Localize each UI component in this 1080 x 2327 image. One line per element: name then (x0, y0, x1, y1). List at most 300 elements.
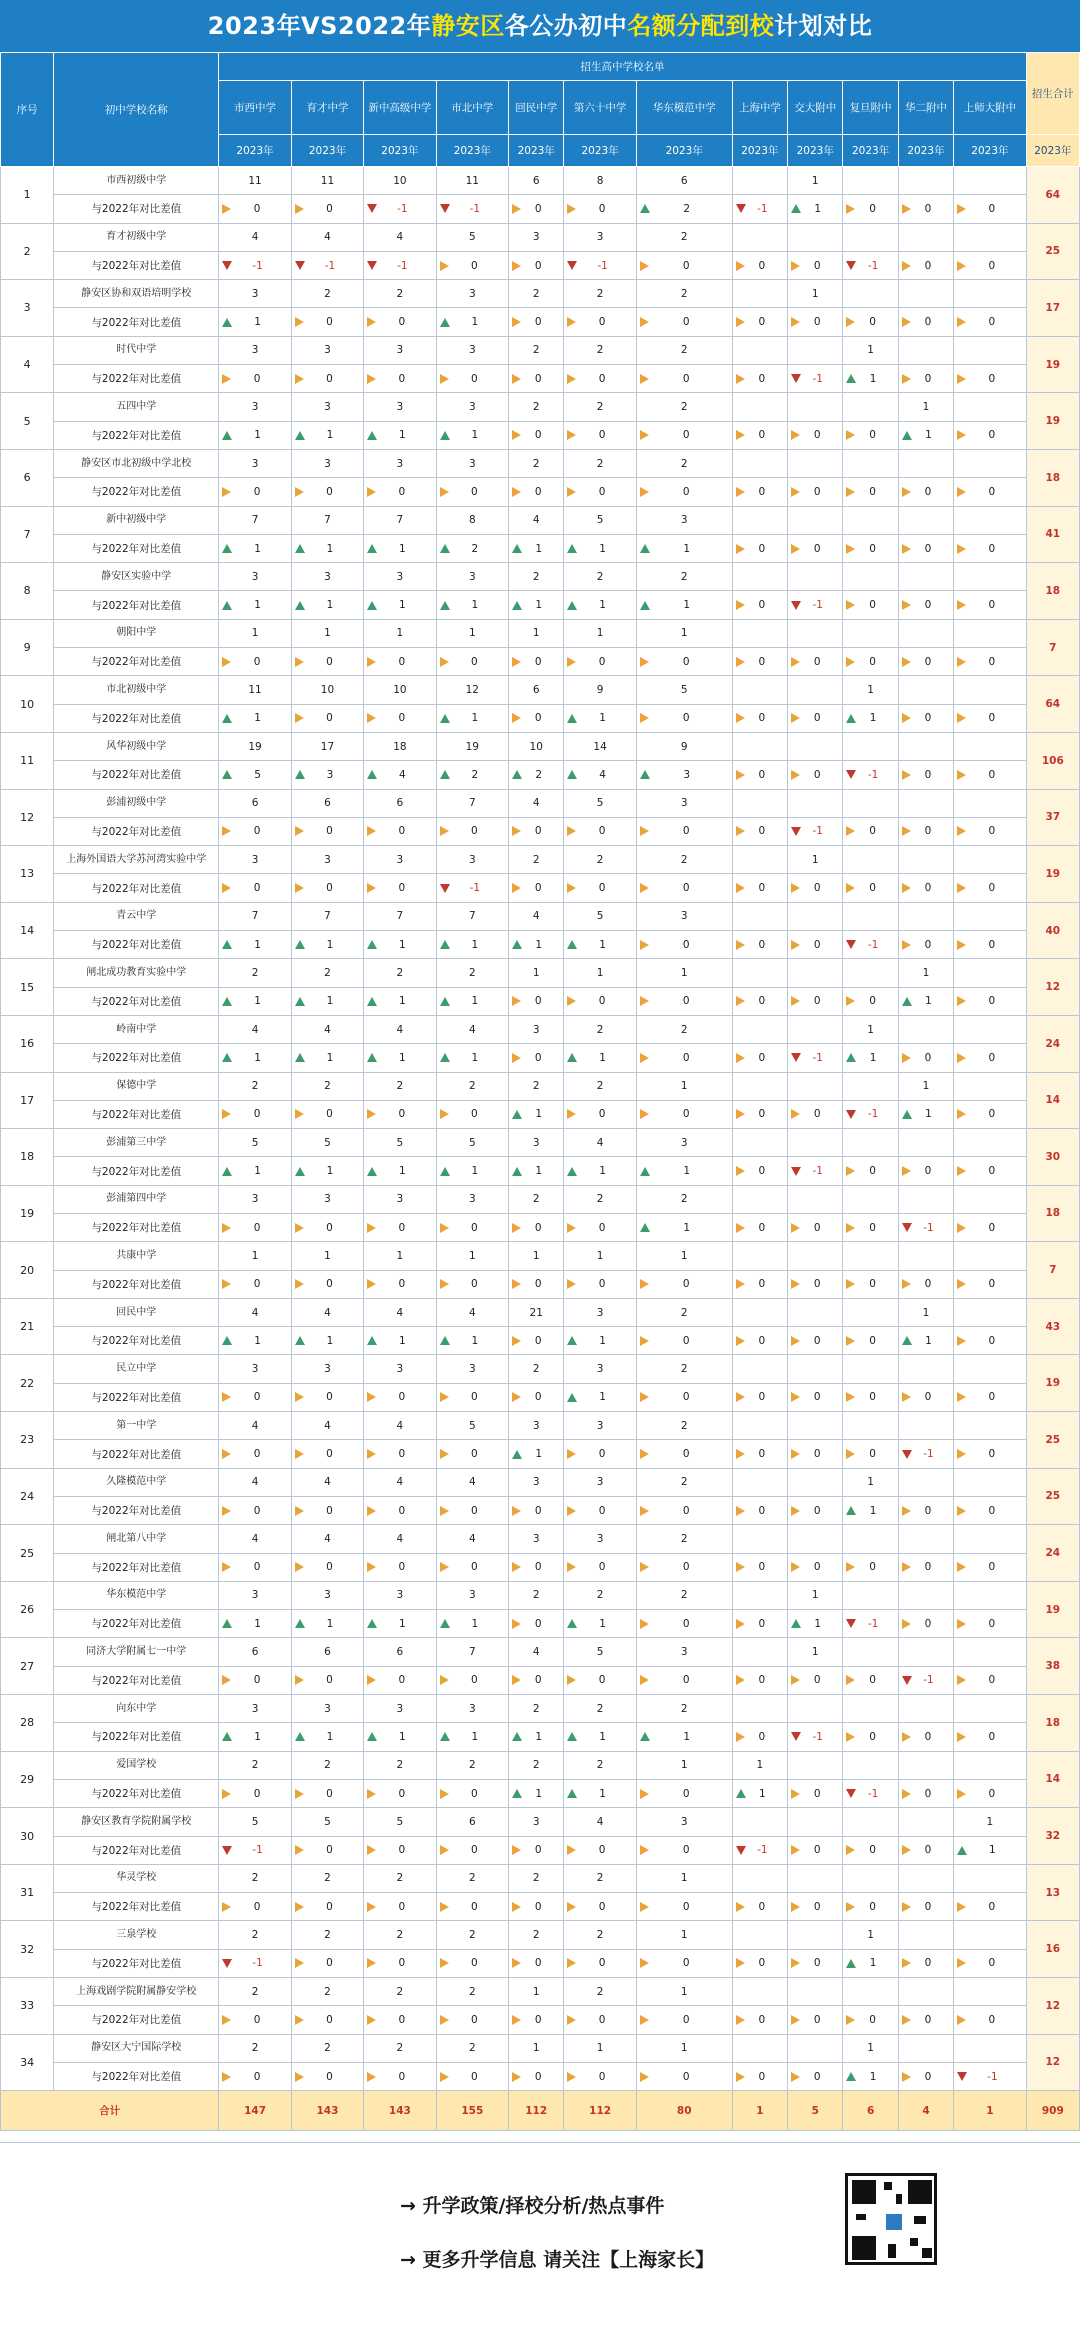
table-row-diff (1, 1610, 1080, 1638)
arrow-right-icon (736, 1279, 745, 1289)
arrow-right-icon (512, 1506, 521, 1516)
arrow-right-icon (957, 374, 966, 384)
diff-cell (436, 1610, 508, 1638)
diff-value: 0 (398, 1561, 406, 1574)
diff-value: 0 (598, 1278, 606, 1291)
diff-value: 0 (598, 1844, 606, 1857)
table-row-diff (1, 2006, 1080, 2034)
arrow-right-icon (957, 204, 966, 214)
diff-value: 0 (682, 938, 690, 951)
quota-cell (788, 1468, 843, 1496)
quota-cell (954, 619, 1026, 647)
row-seq: 26 (1, 1581, 54, 1638)
diff-cell (843, 1044, 898, 1072)
diff-cell (364, 874, 436, 902)
diff-value: 1 (599, 1391, 606, 1404)
arrow-up-icon (222, 1053, 232, 1062)
diff-value: 0 (534, 1391, 542, 1404)
quota-cell (843, 1072, 898, 1100)
diff-cell (788, 874, 843, 902)
quota-cell: 5 (219, 1129, 291, 1157)
arrow-right-icon (902, 826, 911, 836)
quota-cell: 4 (509, 1638, 564, 1666)
arrow-right-icon (846, 1562, 855, 1572)
diff-cell (788, 251, 843, 279)
quota-cell: 1 (509, 959, 564, 987)
row-diff-label: 与2022年对比差值 (54, 478, 219, 506)
arrow-right-icon (567, 1958, 576, 1968)
diff-value: 0 (758, 1165, 766, 1178)
diff-cell (954, 1723, 1026, 1751)
quota-cell: 2 (291, 280, 363, 308)
table-row-diff (1, 478, 1080, 506)
diff-cell (436, 1270, 508, 1298)
quota-cell: 2 (636, 393, 732, 421)
quota-cell (732, 393, 787, 421)
arrow-right-icon (295, 1789, 304, 1799)
diff-cell (732, 931, 787, 959)
arrow-up-icon (640, 1167, 650, 1176)
row-diff-label: 与2022年对比差值 (54, 1157, 219, 1185)
arrow-up-icon (846, 374, 856, 383)
diff-cell (364, 761, 436, 789)
arrow-right-icon (791, 1223, 800, 1233)
arrow-right-icon (567, 1223, 576, 1233)
quota-cell (954, 1412, 1026, 1440)
quota-cell: 2 (509, 563, 564, 591)
diff-cell (732, 2006, 787, 2034)
table-row-quota (1, 1298, 1080, 1326)
diff-value: 0 (682, 1051, 690, 1064)
quota-cell (898, 676, 953, 704)
diff-value: 0 (253, 1504, 261, 1517)
quota-cell: 1 (636, 1864, 732, 1892)
arrow-up-icon (367, 431, 377, 440)
diff-value: 0 (470, 1448, 478, 1460)
arrow-right-icon (222, 657, 231, 667)
quota-cell (788, 1242, 843, 1270)
quota-cell (732, 1808, 787, 1836)
diff-cell (636, 1836, 732, 1864)
arrow-up-icon (440, 714, 450, 723)
diff-value: 1 (925, 1108, 932, 1121)
diff-value: 0 (924, 938, 932, 951)
diff-value: 0 (398, 1787, 406, 1800)
diff-cell (843, 421, 898, 449)
diff-cell (636, 1779, 732, 1807)
arrow-right-icon (512, 713, 521, 723)
arrow-right-icon (295, 1562, 304, 1572)
quota-cell (732, 619, 787, 647)
diff-value: 0 (398, 1391, 406, 1404)
diff-cell (732, 1496, 787, 1524)
quota-cell: 2 (219, 1921, 291, 1949)
arrow-down-icon (846, 1619, 856, 1628)
diff-value: 0 (682, 1900, 690, 1913)
diff-value: 0 (869, 1334, 876, 1347)
diff-value: 0 (988, 599, 996, 612)
quota-cell: 1 (219, 619, 291, 647)
row-school-name: 朝阳中学 (54, 619, 219, 647)
diff-cell (843, 195, 898, 223)
quota-cell: 4 (364, 223, 436, 251)
row-seq: 31 (1, 1864, 54, 1921)
arrow-right-icon (367, 1902, 376, 1912)
quota-cell (843, 1978, 898, 2006)
arrow-right-icon (222, 374, 231, 384)
arrow-up-icon (440, 318, 450, 327)
arrow-right-icon (640, 1109, 649, 1119)
diff-value: 0 (869, 316, 876, 329)
arrow-up-icon (295, 431, 305, 440)
arrow-down-icon (846, 940, 856, 949)
quota-cell: 2 (219, 1751, 291, 1779)
quota-cell: 2 (364, 1978, 436, 2006)
quota-cell: 5 (291, 1129, 363, 1157)
diff-cell (788, 591, 843, 619)
diff-value: 0 (598, 995, 606, 1008)
diff-cell (898, 534, 953, 562)
diff-value: 1 (399, 1334, 406, 1347)
arrow-down-icon (902, 1223, 912, 1232)
quota-cell (843, 506, 898, 534)
quota-cell: 6 (219, 789, 291, 817)
row-diff-label: 与2022年对比差值 (54, 1383, 219, 1411)
diff-value: -1 (923, 1221, 934, 1234)
quota-cell (843, 1355, 898, 1383)
quota-cell (843, 732, 898, 760)
quota-cell: 2 (364, 2034, 436, 2062)
diff-value: 0 (534, 316, 542, 329)
row-school-name: 市西初级中学 (54, 167, 219, 195)
diff-value: 0 (758, 938, 766, 951)
quota-cell (732, 167, 787, 195)
diff-value: 0 (253, 1221, 261, 1234)
arrow-down-icon (736, 1846, 746, 1855)
quota-cell: 3 (509, 1525, 564, 1553)
row-school-name: 华灵学校 (54, 1864, 219, 1892)
diff-cell (564, 1723, 636, 1751)
diff-cell (732, 987, 787, 1015)
diff-value: 0 (598, 2070, 606, 2083)
quota-cell: 3 (436, 1695, 508, 1723)
quota-cell: 2 (509, 449, 564, 477)
arrow-right-icon (567, 1902, 576, 1912)
quota-cell: 1 (843, 676, 898, 704)
arrow-right-icon (640, 940, 649, 950)
diff-value: 0 (682, 1617, 690, 1630)
arrow-right-icon (902, 1279, 911, 1289)
diff-cell (954, 874, 1026, 902)
arrow-up-icon (567, 1393, 577, 1402)
arrow-right-icon (957, 487, 966, 497)
row-total: 24 (1026, 1525, 1079, 1582)
arrow-right-icon (222, 1506, 231, 1516)
diff-cell (636, 478, 732, 506)
quota-cell: 2 (509, 1581, 564, 1609)
quota-cell (788, 1921, 843, 1949)
diff-value: 0 (988, 1448, 996, 1460)
diff-value: 0 (470, 1900, 478, 1913)
arrow-right-icon (640, 1449, 649, 1459)
table-row-quota (1, 1751, 1080, 1779)
quota-cell: 1 (509, 1978, 564, 2006)
diff-value: 2 (471, 542, 479, 555)
sum-cell: 112 (509, 2091, 564, 2131)
diff-value: 0 (253, 202, 261, 215)
quota-cell: 2 (291, 1921, 363, 1949)
diff-value: 0 (534, 995, 542, 1008)
arrow-right-icon (640, 996, 649, 1006)
arrow-right-icon (222, 204, 231, 214)
diff-cell (898, 1440, 953, 1468)
diff-value: 0 (813, 485, 821, 498)
arrow-down-icon (791, 1732, 801, 1741)
header-year: 2023年 (219, 135, 291, 167)
arrow-right-icon (295, 1902, 304, 1912)
diff-value: 0 (470, 485, 478, 498)
diff-cell (898, 478, 953, 506)
diff-cell (436, 365, 508, 393)
quota-cell: 2 (636, 846, 732, 874)
arrow-up-icon (440, 1167, 450, 1176)
diff-value: 0 (758, 882, 766, 895)
arrow-down-icon (791, 1053, 801, 1062)
quota-cell: 4 (364, 1468, 436, 1496)
arrow-up-icon (567, 714, 577, 723)
table-row-diff (1, 591, 1080, 619)
quota-cell: 1 (636, 1751, 732, 1779)
row-diff-label: 与2022年对比差值 (54, 591, 219, 619)
quota-cell (954, 1298, 1026, 1326)
diff-cell (898, 1893, 953, 1921)
arrow-up-icon (512, 601, 522, 610)
quota-cell (898, 1129, 953, 1157)
diff-cell (436, 534, 508, 562)
diff-cell (509, 1836, 564, 1864)
diff-value: 0 (326, 1448, 333, 1460)
row-total: 18 (1026, 1695, 1079, 1752)
arrow-right-icon (367, 1562, 376, 1572)
table-row-quota (1, 1638, 1080, 1666)
diff-value: 1 (599, 1787, 606, 1800)
arrow-right-icon (512, 2015, 521, 2025)
quota-cell: 3 (291, 846, 363, 874)
diff-value: 0 (988, 316, 996, 329)
diff-value: 0 (534, 1051, 542, 1064)
diff-cell (898, 1949, 953, 1977)
table-row-quota (1, 1978, 1080, 2006)
diff-value: 0 (924, 1391, 932, 1404)
quota-cell: 3 (364, 1185, 436, 1213)
quota-cell: 4 (436, 1015, 508, 1043)
diff-cell (788, 761, 843, 789)
quota-cell (732, 732, 787, 760)
diff-value: 0 (758, 429, 766, 442)
arrow-right-icon (512, 430, 521, 440)
quota-cell (732, 1581, 787, 1609)
arrow-up-icon (512, 770, 522, 779)
quota-cell: 6 (364, 1638, 436, 1666)
diff-cell (219, 987, 291, 1015)
diff-value: 1 (599, 1165, 606, 1178)
diff-cell (436, 1723, 508, 1751)
header-year: 2023年 (291, 135, 363, 167)
diff-value: 0 (988, 1900, 996, 1913)
quota-cell (732, 563, 787, 591)
quota-cell (788, 449, 843, 477)
arrow-up-icon (567, 1053, 577, 1062)
row-total: 19 (1026, 1581, 1079, 1638)
diff-value: 1 (399, 542, 406, 555)
page-title (0, 0, 1080, 52)
arrow-right-icon (567, 826, 576, 836)
diff-value: 0 (598, 1448, 606, 1460)
table-row-quota (1, 676, 1080, 704)
arrow-right-icon (640, 2015, 649, 2025)
quota-cell: 6 (509, 676, 564, 704)
diff-value: 1 (683, 599, 691, 612)
diff-cell (898, 1327, 953, 1355)
quota-cell: 1 (564, 1242, 636, 1270)
diff-value: 1 (869, 1957, 877, 1970)
arrow-right-icon (222, 2072, 231, 2082)
diff-cell (291, 1610, 363, 1638)
diff-value: 0 (758, 1221, 766, 1234)
diff-value: 1 (535, 1787, 543, 1800)
diff-value: 0 (988, 655, 996, 668)
arrow-right-icon (957, 1506, 966, 1516)
quota-cell: 2 (436, 1072, 508, 1100)
diff-cell (843, 2062, 898, 2090)
diff-cell (436, 1553, 508, 1581)
quota-cell: 3 (364, 563, 436, 591)
quota-cell: 18 (364, 732, 436, 760)
arrow-down-icon (295, 261, 305, 270)
quota-cell: 3 (564, 223, 636, 251)
diff-value: 1 (326, 1165, 334, 1178)
quota-cell: 11 (219, 676, 291, 704)
diff-value: 1 (869, 372, 877, 385)
quota-cell: 3 (564, 1412, 636, 1440)
diff-cell (364, 1270, 436, 1298)
diff-cell (436, 308, 508, 336)
arrow-right-icon (846, 1675, 855, 1685)
quota-cell (954, 732, 1026, 760)
quota-cell: 3 (436, 449, 508, 477)
quota-cell (954, 1468, 1026, 1496)
arrow-right-icon (791, 657, 800, 667)
quota-cell: 2 (509, 1695, 564, 1723)
diff-cell (364, 1213, 436, 1241)
diff-cell (898, 874, 953, 902)
diff-cell (436, 817, 508, 845)
diff-cell (843, 1610, 898, 1638)
diff-cell (732, 251, 787, 279)
arrow-right-icon (640, 261, 649, 271)
arrow-right-icon (846, 317, 855, 327)
arrow-up-icon (512, 1450, 522, 1459)
quota-cell: 5 (436, 1412, 508, 1440)
diff-cell (732, 1213, 787, 1241)
diff-value: 0 (470, 259, 478, 272)
arrow-right-icon (295, 1675, 304, 1685)
diff-value: 0 (598, 1900, 606, 1913)
arrow-right-icon (902, 1619, 911, 1629)
row-school-name: 闸北第八中学 (54, 1525, 219, 1553)
quota-cell: 4 (364, 1412, 436, 1440)
quota-cell (843, 846, 898, 874)
sum-cell: 1 (954, 2091, 1026, 2131)
row-diff-label: 与2022年对比差值 (54, 704, 219, 732)
quota-cell: 2 (509, 393, 564, 421)
diff-value: 0 (813, 1787, 821, 1800)
arrow-up-icon (512, 544, 522, 553)
arrow-right-icon (440, 1109, 449, 1119)
quota-cell: 3 (219, 336, 291, 364)
arrow-right-icon (736, 2072, 745, 2082)
diff-value: 0 (988, 1617, 996, 1630)
arrow-up-icon (222, 940, 232, 949)
quota-cell (898, 1015, 953, 1043)
table-row-diff (1, 1157, 1080, 1185)
quota-cell (732, 1864, 787, 1892)
arrow-down-icon (846, 1789, 856, 1798)
diff-cell (636, 817, 732, 845)
arrow-right-icon (295, 1392, 304, 1402)
diff-cell (636, 648, 732, 676)
quota-cell: 3 (219, 393, 291, 421)
arrow-right-icon (846, 1392, 855, 1402)
diff-value: 1 (814, 202, 822, 215)
diff-value: 0 (253, 2070, 261, 2083)
arrow-up-icon (295, 1732, 305, 1741)
quota-cell: 4 (291, 1298, 363, 1326)
quota-cell: 10 (364, 676, 436, 704)
quota-cell (843, 1864, 898, 1892)
diff-value: 0 (534, 1504, 542, 1517)
quota-cell: 3 (636, 1808, 732, 1836)
title-part: 2023年VS2022年 (207, 12, 432, 40)
table-row-quota (1, 1015, 1080, 1043)
quota-cell: 1 (509, 619, 564, 647)
diff-cell (564, 1213, 636, 1241)
quota-cell (788, 1298, 843, 1326)
quota-cell (898, 1355, 953, 1383)
diff-cell (843, 761, 898, 789)
quota-cell (843, 959, 898, 987)
row-total: 17 (1026, 280, 1079, 337)
diff-value: 0 (988, 1051, 996, 1064)
quota-cell: 4 (436, 1525, 508, 1553)
header-year: 2023年 (954, 135, 1026, 167)
arrow-right-icon (957, 1053, 966, 1063)
diff-cell (788, 1949, 843, 1977)
diff-cell (219, 478, 291, 506)
quota-cell: 3 (436, 846, 508, 874)
diff-cell (898, 1836, 953, 1864)
diff-value: 1 (759, 1787, 766, 1800)
arrow-right-icon (222, 2015, 231, 2025)
diff-value: 0 (326, 1957, 333, 1970)
table-row-diff (1, 931, 1080, 959)
quota-cell: 4 (291, 1468, 363, 1496)
diff-value: 4 (599, 768, 606, 781)
arrow-right-icon (640, 1675, 649, 1685)
diff-cell (564, 1157, 636, 1185)
diff-cell (732, 591, 787, 619)
quota-cell (954, 393, 1026, 421)
